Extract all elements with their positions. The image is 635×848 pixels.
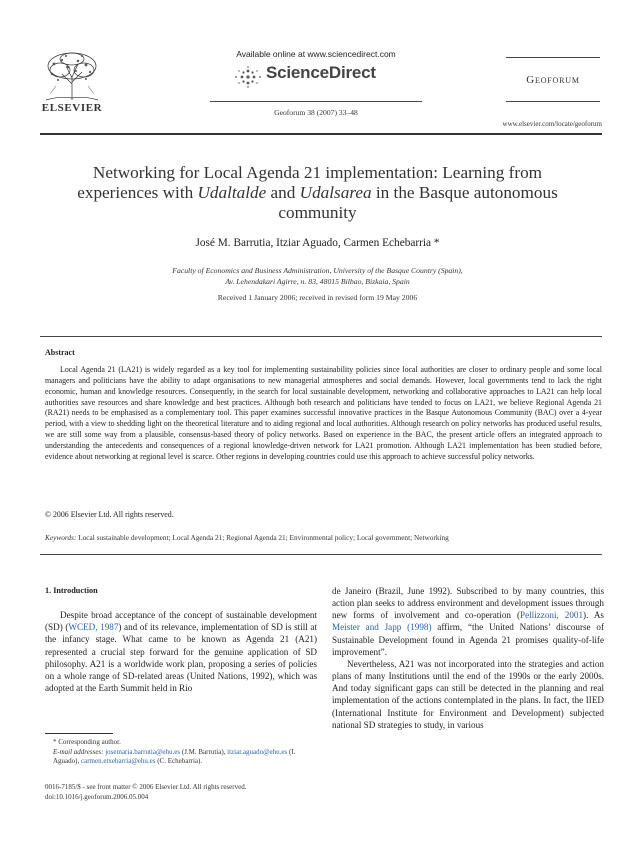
body-column-left bbox=[45, 585, 317, 694]
abstract-rule-top bbox=[40, 336, 602, 337]
email-addresses bbox=[45, 748, 320, 767]
affiliation-line: Faculty of Economics and Business Administration, University of the Basque Country (Spain), bbox=[172, 266, 463, 275]
journal-reference: Geoforum 38 (2007) 33–48 bbox=[274, 108, 358, 117]
section-heading-introduction: 1. Introduction bbox=[45, 586, 98, 595]
keywords-list: Local sustainable development; Local Agenda 21; Regional Agenda 21; Environmental policy; Local government; Networking bbox=[78, 533, 449, 542]
text-segment: affirm, “the United Nations’ discourse of Sustainable Development found in Agenda 21 promises quality-of-life improvement”. bbox=[332, 622, 604, 657]
title-segment: in the Basque autonomous community bbox=[278, 183, 558, 222]
text-segment: ) and of its relevance, implementation of SD is still at the infancy stage. What came to be known as Agenda 21 (A21) represented a crucial step forward for the genuine application of SD philosophy. A21 is a worldwide work plan, proposing a series of policies on a whole range of SD-related areas (United Nations, 1992), which was adopted at the Earth Summit held in Rio bbox=[45, 622, 317, 694]
sciencedirect-brand: ScienceDirect bbox=[266, 63, 376, 82]
doi-line[interactable]: doi:10.1016/j.geoforum.2006.05.004 bbox=[45, 793, 149, 801]
header-rule-center bbox=[210, 101, 422, 102]
title-segment: Networking for Local Agenda 21 implementation: Learning from experiences with bbox=[77, 163, 543, 202]
intro-paragraph-1 bbox=[45, 609, 317, 694]
author-affiliation bbox=[90, 265, 545, 287]
abstract-body bbox=[45, 365, 602, 463]
journal-url-link[interactable]: www.elsevier.com/locate/geoforum bbox=[502, 120, 602, 128]
citation-link-pellizzoni[interactable]: Pellizzoni, 2001 bbox=[520, 610, 584, 621]
affiliation-line: Av. Lehendakari Agirre, n. 83, 48015 Bilbao, Bizkaia, Spain bbox=[225, 277, 410, 286]
journal-logo-rule-bottom bbox=[506, 101, 600, 102]
citation-link-meister-japp[interactable]: Meister and Japp (1998) bbox=[332, 622, 432, 633]
body-column-right bbox=[332, 585, 604, 731]
corresponding-author-footnote bbox=[45, 738, 320, 767]
abstract-copyright: © 2006 Elsevier Ltd. All rights reserved. bbox=[45, 510, 174, 519]
title-segment: and bbox=[266, 183, 300, 202]
email-owner: (C. Echebarria). bbox=[155, 757, 203, 765]
issn-line: 0016-7185/$ - see front matter © 2006 Elsevier Ltd. All rights reserved. bbox=[45, 783, 247, 791]
abstract-paragraph: Local Agenda 21 (LA21) is widely regarded as a key tool for implementing sustainability policies since local authorities are closer to ordinary people and some local managers and politicians have the ability to adapt organisations to new managerial atmospheres and social demands. However, local governments tend to lack the right economic, human and knowledge resources. Consequently, in the search for local sustainable development, networking and collaborative approaches to LA21 can help local authorities save resources and share knowledge and best practices. Although both research and politicians have tended to focus on LA21, we believe Regional Agenda 21 (RA21) needs to be emphasised as a complementary tool. This paper examines successful innovative practices in the Basque Autonomous Community (BAC) over a 4-year period, with a view to shedding light on the theoretical literature and to aiding regional and local authorities. Although research on policy networks has produced useful results, we are still some way from a plausible, consensus-based theory of policy networks. Based on experience in the BAC, the present article offers an integrated approach to understanding the antecedents and consequences of a regional knowledge-driven network for LA21 promotion. Although LA21 implementation has been studied before, evidence about networking at regional level is scarce. Other regions in developing countries could use this approach to achieve successful policy networks. bbox=[45, 365, 602, 461]
keywords bbox=[45, 533, 602, 542]
email-link-barrutia[interactable]: josemaria.barrutia@ehu.es bbox=[105, 747, 181, 756]
text-segment: Despite broad acceptance of the concept of sustainable development (SD) ( bbox=[45, 610, 317, 633]
publisher-name: ELSEVIER bbox=[41, 102, 103, 114]
sciencedirect-burst-icon bbox=[232, 66, 264, 88]
abstract-rule-bottom bbox=[40, 554, 602, 555]
email-owner: (I. Aguado), bbox=[53, 747, 296, 765]
journal-logo-rule-top bbox=[506, 57, 600, 58]
email-owner: (J.M. Barrutia), bbox=[180, 747, 228, 756]
email-link-echebarria[interactable]: carmen.etxebarria@ehu.es bbox=[81, 757, 156, 765]
available-online-text: Available online at www.sciencedirect.com bbox=[236, 49, 396, 59]
email-link-aguado[interactable]: itziar.aguado@ehu.es bbox=[227, 747, 288, 756]
article-title bbox=[60, 163, 575, 223]
title-emphasis-udalsarea: Udalsarea bbox=[299, 183, 372, 202]
text-segment: de Janeiro (Brazil, June 1992). Subscribed to by many countries, this action plan seeks to address environment and development issues through new forms of involvement and co-operation ( bbox=[332, 586, 604, 621]
elsevier-tree-logo-icon bbox=[40, 50, 104, 102]
footnote-rule bbox=[45, 733, 113, 734]
received-dates: Received 1 January 2006; received in revised form 19 May 2006 bbox=[217, 293, 418, 302]
issn-block bbox=[45, 782, 320, 802]
abstract-heading: Abstract bbox=[45, 348, 75, 357]
keywords-label: Keywords: bbox=[45, 533, 77, 542]
corresponding-author-label: * Corresponding author. bbox=[53, 738, 121, 746]
author-list: José M. Barrutia, Itziar Aguado, Carmen Echebarria * bbox=[195, 237, 440, 249]
text-segment: ). As bbox=[583, 610, 604, 621]
journal-logo: Geoforum bbox=[526, 74, 580, 86]
title-emphasis-udaltalde: Udaltalde bbox=[197, 183, 267, 202]
intro-paragraph-1-cont bbox=[332, 585, 604, 658]
citation-link-wced[interactable]: WCED, 1987 bbox=[68, 622, 119, 633]
intro-paragraph-2: Nevertheless, A21 was not incorporated into the strategies and action plans of many Institutions until the end of the 1990s or the early 2000s. And today significant gaps can still be detected in the planning and real implementation of the actions contemplated in the plans. In fact, the IIED (International Institute for Environment and Development) subjected national SD strategies to study, in various bbox=[332, 658, 604, 730]
email-label: E-mail addresses: bbox=[53, 747, 104, 756]
header-thick-rule bbox=[40, 133, 602, 135]
